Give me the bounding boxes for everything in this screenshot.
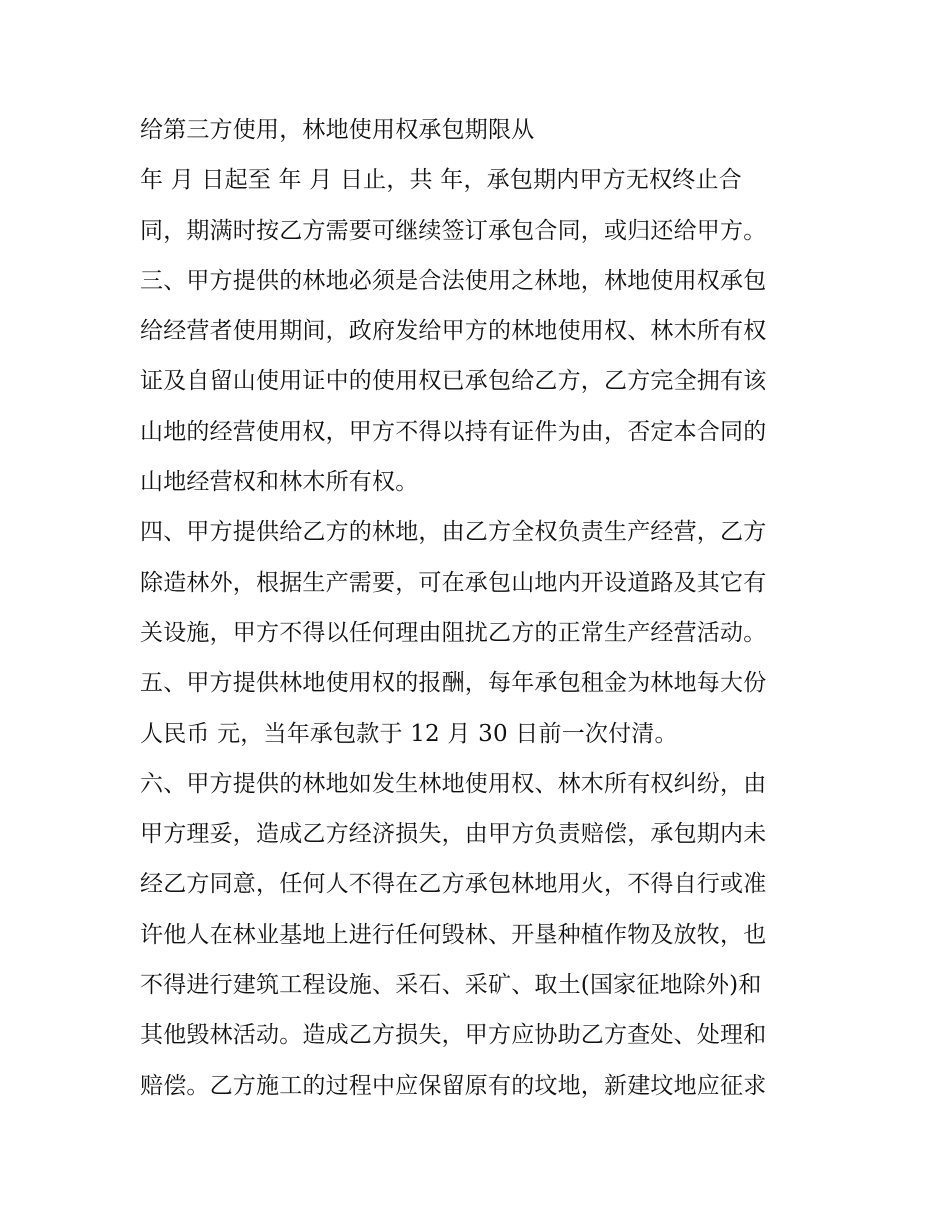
text-line: 其他毁林活动。造成乙方损失，甲方应协助乙方查处、处理和	[140, 1022, 767, 1049]
text-line: 五、甲方提供林地使用权的报酬，每年承包租金为林地每大份	[140, 670, 767, 697]
text-line: 关设施，甲方不得以任何理由阻扰乙方的正常生产经营活动。	[140, 619, 767, 646]
text-line: 人民币 元，当年承包款于 12 月 30 日前一次付清。	[140, 720, 678, 747]
contract-text-body	[140, 105, 830, 1111]
text-line: 除造林外，根据生产需要，可在承包山地内开设道路及其它有	[140, 569, 767, 596]
text-line: 六、甲方提供的林地如发生林地使用权、林木所有权纠纷，由	[140, 770, 767, 797]
text-line: 年 月 日起至 年 月 日止，共 年，承包期内甲方无权终止合	[140, 167, 742, 194]
text-line: 三、甲方提供的林地必须是合法使用之林地，林地使用权承包	[140, 267, 767, 294]
text-line: 证及自留山使用证中的使用权已承包给乙方，乙方完全拥有该	[140, 368, 767, 395]
text-line: 山地经营权和林木所有权。	[140, 469, 419, 496]
text-line: 许他人在林业基地上进行任何毁林、开垦种植作物及放牧，也	[140, 921, 767, 948]
text-line: 四、甲方提供给乙方的林地，由乙方全权负责生产经营，乙方	[140, 519, 767, 546]
text-line: 给第三方使用，林地使用权承包期限从	[140, 117, 535, 143]
text-line: 赔偿。乙方施工的过程中应保留原有的坟地，新建坟地应征求	[140, 1072, 767, 1099]
text-line: 甲方理妥，造成乙方经济损失，由甲方负责赔偿，承包期内未	[140, 821, 767, 848]
text-line: 同，期满时按乙方需要可继续签订承包合同，或归还给甲方。	[140, 217, 767, 244]
text-line: 经乙方同意，任何人不得在乙方承包林地用火，不得自行或准	[140, 871, 767, 898]
text-line: 山地的经营使用权，甲方不得以持有证件为由，否定本合同的	[140, 418, 767, 445]
text-line: 给经营者使用期间，政府发给甲方的林地使用权、林木所有权	[140, 318, 767, 345]
text-line: 不得进行建筑工程设施、采石、采矿、取土(国家征地除外)和	[140, 972, 762, 999]
